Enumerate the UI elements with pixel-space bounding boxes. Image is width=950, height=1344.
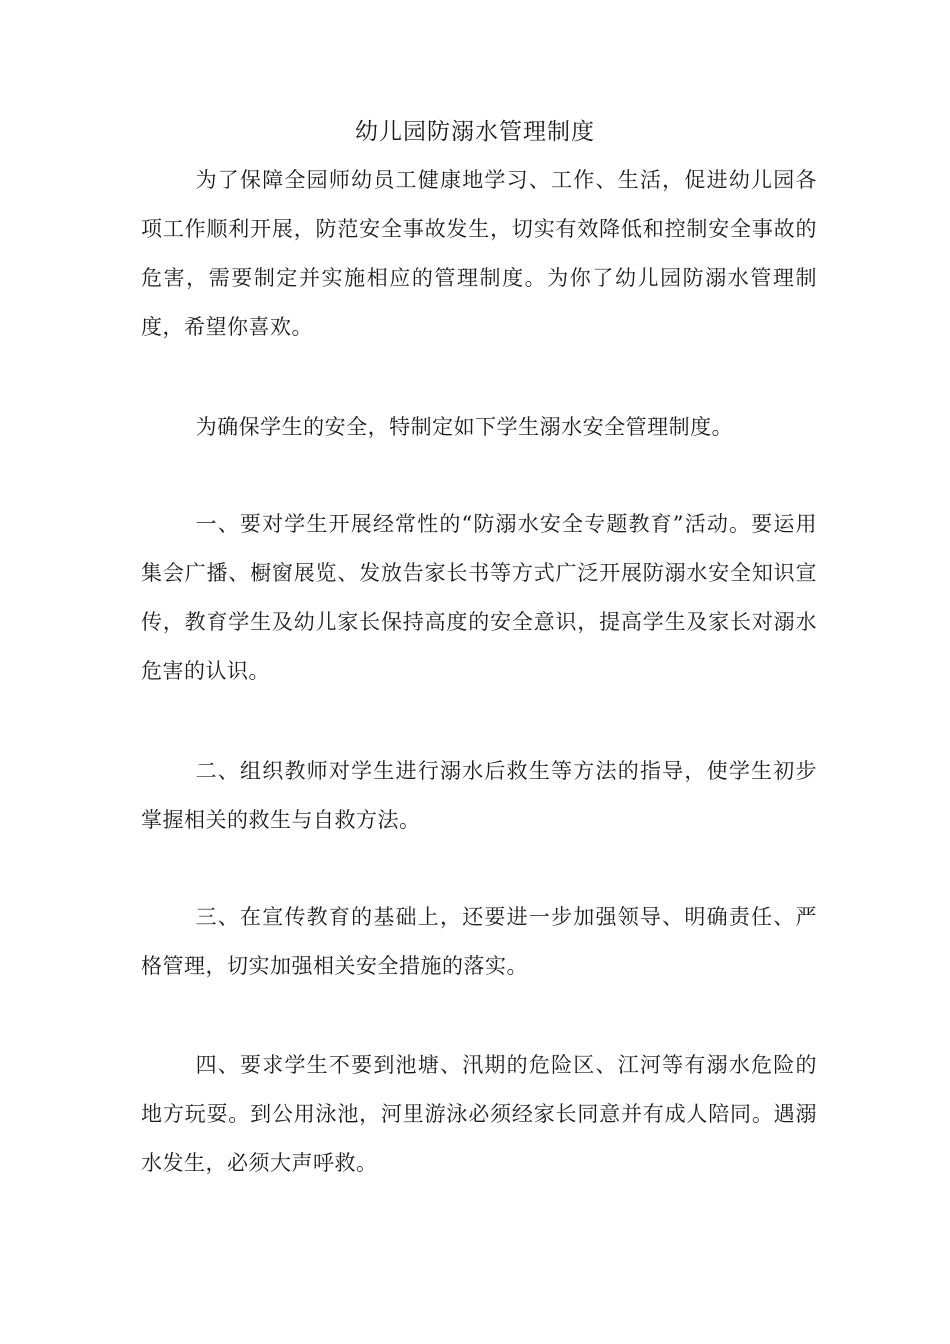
purpose-paragraph: 为确保学生的安全，特制定如下学生溺水安全管理制度。 (195, 415, 734, 439)
rule-2-paragraph: 二、组织教师对学生进行溺水后救生等方法的指导，使学生初步掌握相关的救生与自救方法。 (141, 759, 817, 832)
rule-4-paragraph: 四、要求学生不要到池塘、汛期的危险区、江河等有溺水危险的地方玩耍。到公用泳池，河里游泳必须经家长同意并有成人陪同。遇溺水发生，必须大声呼救。 (141, 1053, 817, 1175)
rule-1-paragraph: 一、要对学生开展经常性的“防溺水安全专题教育”活动。要运用集会广播、橱窗展览、发放告家长书等方式广泛开展防溺水安全知识宣传，教育学生及幼儿家长保持高度的安全意识，提高学生及家长对溺水危害的认识。 (141, 512, 817, 683)
intro-paragraph: 为了保障全园师幼员工健康地学习、工作、生活，促进幼儿园各项工作顺利开展，防范安全事故发生，切实有效降低和控制安全事故的危害，需要制定并实施相应的管理制度。为你了幼儿园防溺水管理制度，希望你喜欢。 (141, 168, 817, 339)
rule-3-paragraph: 三、在宣传教育的基础上，还要进一步加强领导、明确责任、严格管理，切实加强相关安全措施的落实。 (141, 905, 817, 978)
document-title: 幼儿园防溺水管理制度 (355, 119, 595, 145)
